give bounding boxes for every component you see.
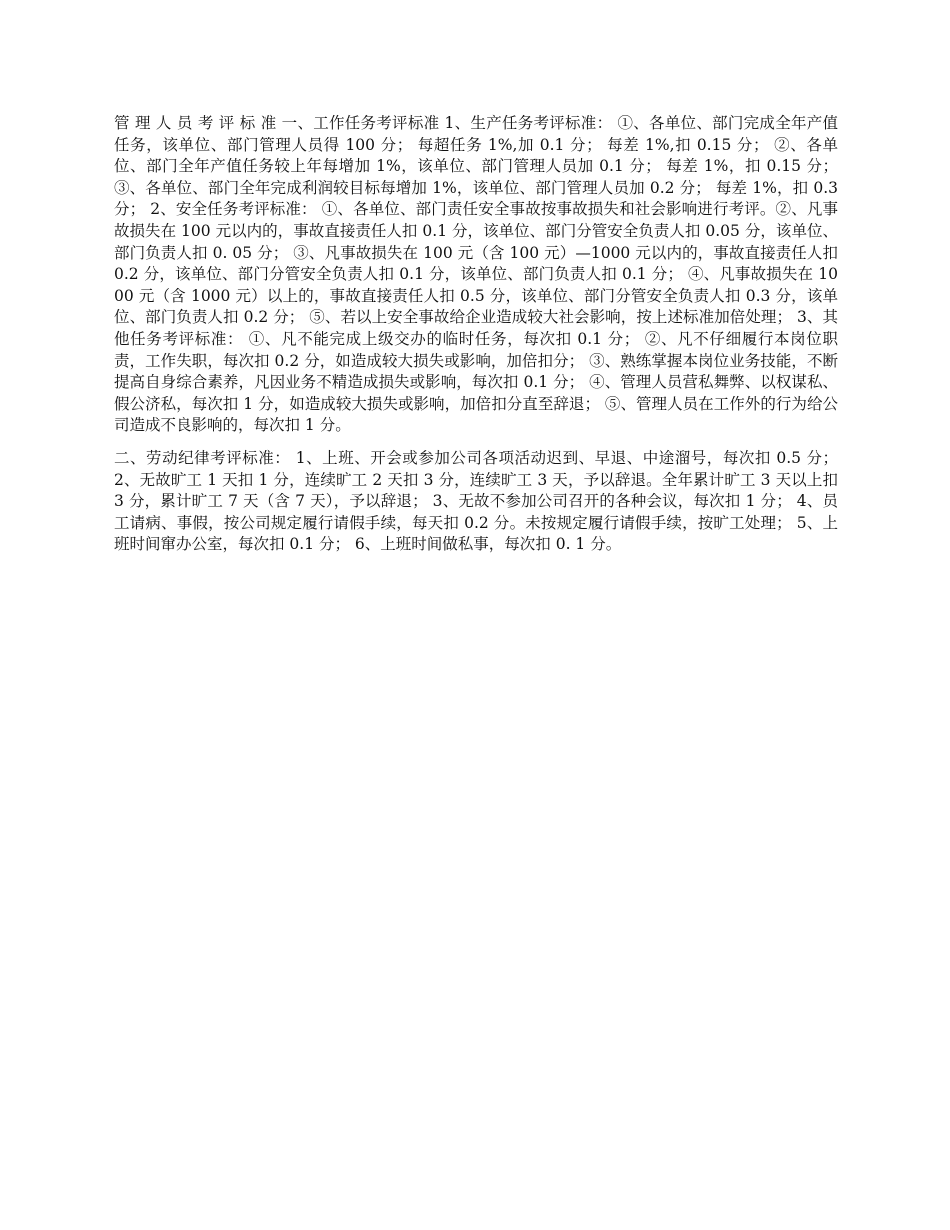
paragraph-labor-discipline-standards: 二、劳动纪律考评标准： 1、上班、开会或参加公司各项活动迟到、早退、中途溜号，每次扣 0.5 分； 2、无故旷工 1 天扣 1 分，连续旷工 2 天扣 3 分，连续旷工 3 天，予以辞退。全年累计旷工 3 天以上扣 3 分，累计旷工 7 天（含 7 天），予以辞退； 3、无故不参加公司召开的各种会议，每次扣 1 分； 4、员工请病、事假，按公司规定履行请假手续，每天扣 0.2 分。未按规定履行请假手续，按旷工处理； 5、上班时间窜办公室，每次扣 0.1 分； 6、上班时间做私事，每次扣 0. 1 分。 xyxy=(114,448,838,554)
document-body xyxy=(114,113,838,556)
paragraph-work-task-standards: 管 理 人 员 考 评 标 准 一、工作任务考评标准 1、生产任务考评标准： ①、各单位、部门完成全年产值任务，该单位、部门管理人员得 100 分； 每超任务 1%,加 0.1 分； 每差 1%,扣 0.15 分； ②、各单位、部门全年产值任务较上年每增加 1%，该单位、部门管理人员加 0.1 分； 每差 1%，扣 0.15 分； ③、各单位、部门全年完成利润较目标每增加 1%，该单位、部门管理人员加 0.2 分； 每差 1%，扣 0.3 分； 2、安全任务考评标准： ①、各单位、部门责任安全事故按事故损失和社会影响进行考评。②、凡事故损失在 100 元以内的，事故直接责任人扣 0.1 分，该单位、部门分管安全负责人扣 0.05 分，该单位、部门负责人扣 0. 05 分； ③、凡事故损失在 100 元（含 100 元）—1000 元以内的，事故直接责任人扣 0.2 分，该单位、部门分管安全负责人扣 0.1 分，该单位、部门负责人扣 0.1 分； ④、凡事故损失在 1000 元（含 1000 元）以上的，事故直接责任人扣 0.5 分，该单位、部门分管安全负责人扣 0.3 分，该单位、部门负责人扣 0.2 分； ⑤、若以上安全事故给企业造成较大社会影响，按上述标准加倍处理； 3、其他任务考评标准： ①、凡不能完成上级交办的临时任务，每次扣 0.1 分； ②、凡不仔细履行本岗位职责，工作失职，每次扣 0.2 分，如造成较大损失或影响，加倍扣分； ③、熟练掌握本岗位业务技能，不断提高自身综合素养，凡因业务不精造成损失或影响，每次扣 0.1 分； ④、管理人员营私舞弊、以权谋私、假公济私，每次扣 1 分，如造成较大损失或影响，加倍扣分直至辞退； ⑤、管理人员在工作外的行为给公司造成不良影响的，每次扣 1 分。 xyxy=(114,114,838,435)
